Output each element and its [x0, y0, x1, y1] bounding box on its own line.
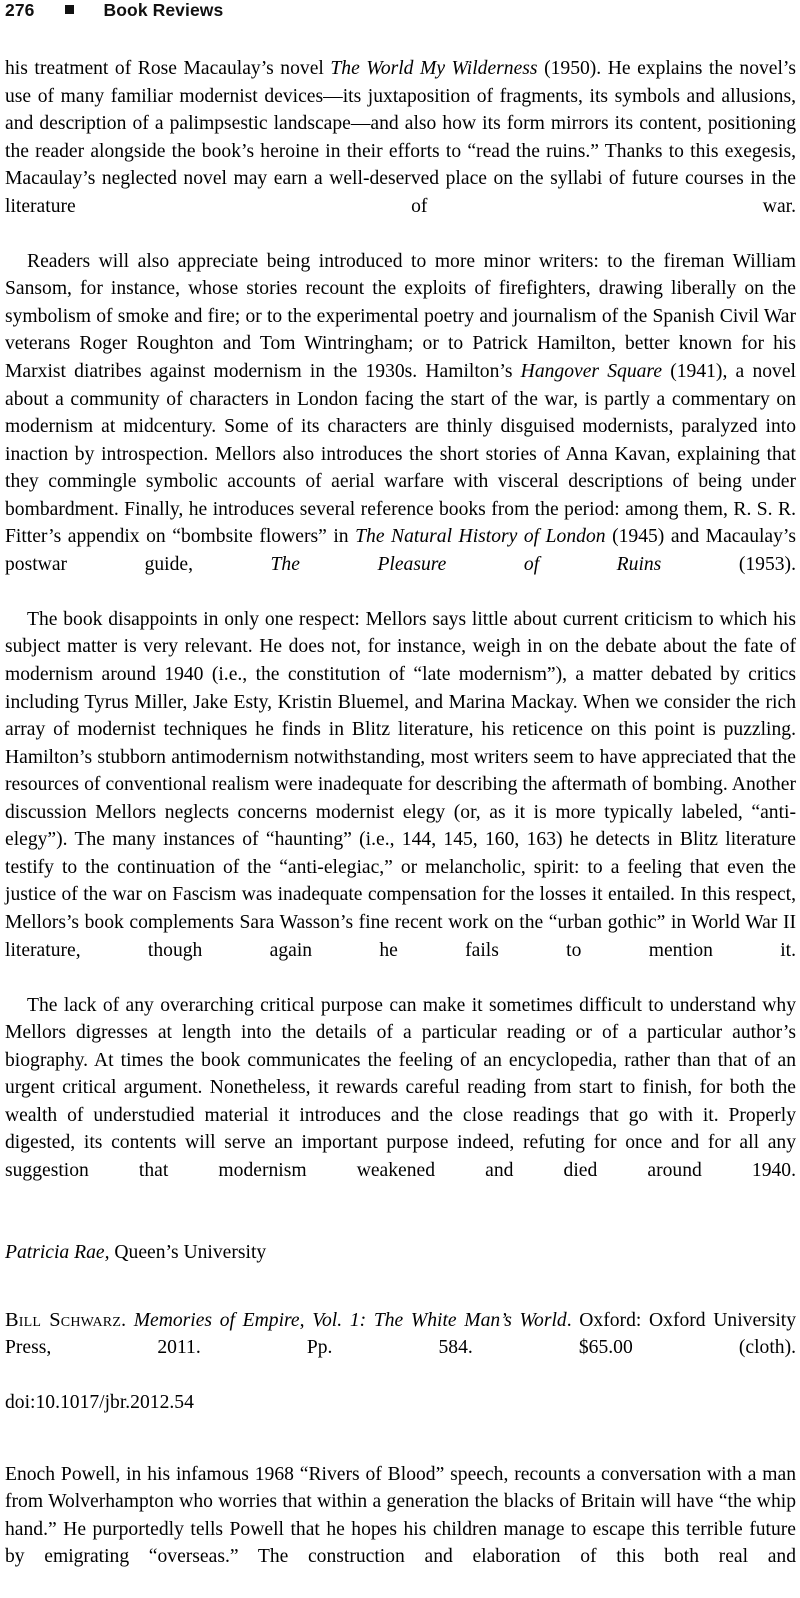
review-two-citation: [5, 1307, 796, 1390]
italic-title-run: The Natural History of London: [355, 526, 606, 548]
text-run: (1953).: [661, 553, 796, 575]
filled-square-icon: [65, 5, 74, 14]
italic-title-run: The Pleasure of Ruins: [270, 553, 662, 575]
body-paragraph: [5, 55, 796, 248]
body-paragraph: [5, 606, 796, 992]
text-run: The lack of any overarching critical purpose can make it sometimes difficult to understand why Mellors digresses at length into the details of a particular reading or of a particular author’s biography. At times the book communicates the feeling of an encyclopedia, rather than that of an urgent critical argument. Nonetheless, it rewards careful reading from start to finish, for both the wealth of understudied material it introduces and the close readings that go with it. Properly digested, its contents will serve an important purpose indeed, refuting for once and for all any suggestion that modernism weakened and died around 1940.: [5, 994, 796, 1181]
text-run: Enoch Powell, in his infamous 1968 “Rivers of Blood” speech, recounts a conversation with a man from Wolverhampton who worries that within a generation the blacks of Britain will have “the whip hand.” He purportedly tells Powell that he hopes his children manage to escape this terrible future by emigrating “overseas.” The construction and elaboration of this both real and: [5, 1463, 796, 1568]
page-number: 276: [5, 0, 35, 20]
text-run: .: [121, 1309, 134, 1331]
text-run: (1945) and Macaulay’s postwar guide,: [5, 526, 796, 575]
reviewer-affiliation: Queen’s University: [109, 1241, 267, 1263]
body-paragraph: [5, 1461, 796, 1598]
post-doi-spacer: [5, 1417, 796, 1461]
body-paragraph: [5, 248, 796, 606]
review-two-doi: doi:10.1017/jbr.2012.54: [5, 1392, 194, 1414]
reviewer-name: Patricia Rae,: [5, 1241, 110, 1263]
review-two-spacer: [5, 1267, 796, 1307]
author-name-smallcaps: Bill Schwarz: [5, 1308, 122, 1331]
running-head-title: Book Reviews: [103, 0, 224, 20]
text-run: . Oxford: Oxford University Press, 2011. Pp. 584. $65.00 (cloth).: [5, 1309, 796, 1359]
text-run: Readers will also appreciate being introduced to more minor writers: to the fireman William Sansom, for instance, whose stories recount the exploits of firefighters, drawing liberally on the symbolism of smoke and fire; or to the experimental poetry and journalism of the Spanish Civil War veterans Roger Roughton and Tom Wintringham; or to Patrick Hamilton, better known for his Marxist diatribes against modernism in the 1930s. Hamilton’s: [5, 250, 796, 383]
text-run: (1950). He explains the novel’s use of many familiar modernist devices—its juxtaposition of fragments, its symbols and allusions, and description of a palimpsestic landscape—and also how its form mirrors its content, positioning the reader alongside the book’s heroine in their efforts to “read the ruins.” Thanks to this exegesis, Macaulay’s neglected novel may earn a well-deserved place on the syllabi of future courses in the literature of war.: [5, 58, 796, 217]
reviewer-byline: [5, 1239, 796, 1267]
text-run: The book disappoints in only one respect: Mellors says little about current criticism to which his subject matter is very relevant. He does not, for instance, weigh in on the debate about the fate of modernism around 1940 (i.e., the constitution of “late modernism”), a matter debated by critics including Tyrus Miller, Jake Esty, Kristin Bluemel, and Marina Mackay. When we consider the rich array of modernist techniques he finds in Blitz literature, his reticence on this point is puzzling. Hamilton’s stubborn antimodernism notwithstanding, most writers seem to have appreciated that the resources of conventional realism were inadequate for describing the aftermath of bombing. Another discussion Mellors neglects concerns modernist elegy (or, as it is more typically labeled, “anti-elegy”). The many instances of “haunting” (i.e., 144, 145, 160, 163) he detects in Blitz literature testify to the continuation of the “anti-elegiac,” or melancholic, spirit: to a feeling that even the justice of the war on Fascism was inadequate compensation for the losses it entailed. In this respect, Mellors’s book complements Sara Wasson’s fine recent work on the “urban gothic” in World War II literature, though again he fails to mention it.: [5, 608, 796, 961]
body-paragraph: [5, 992, 796, 1212]
running-head: [5, 0, 795, 30]
byline-spacer: [5, 1212, 796, 1239]
text-run: (1941), a novel about a community of characters in London facing the start of the war, is partly a commentary on modernism at midcentury. Some of its characters are thinly disguised modernists, paralyzed into inaction by introspection. Mellors also introduces the short stories of Anna Kavan, explaining that they commingle symbolic accounts of aerial warfare with visceral descriptions of being under bombardment. Finally, he introduces several reference books from the period: among them, R. S. R. Fitter’s appendix on “bombsite flowers” in: [5, 361, 796, 548]
italic-title-run: Memories of Empire, Vol. 1: The White Man’s World: [133, 1309, 567, 1331]
review-two-body: [5, 1461, 796, 1598]
review-one-body: [5, 55, 796, 1212]
italic-title-run: Hangover Square: [520, 361, 663, 383]
text-column: [5, 55, 796, 1598]
italic-title-run: The World My Wilderness: [330, 58, 538, 79]
text-run: his treatment of Rose Macaulay’s novel: [5, 58, 331, 79]
